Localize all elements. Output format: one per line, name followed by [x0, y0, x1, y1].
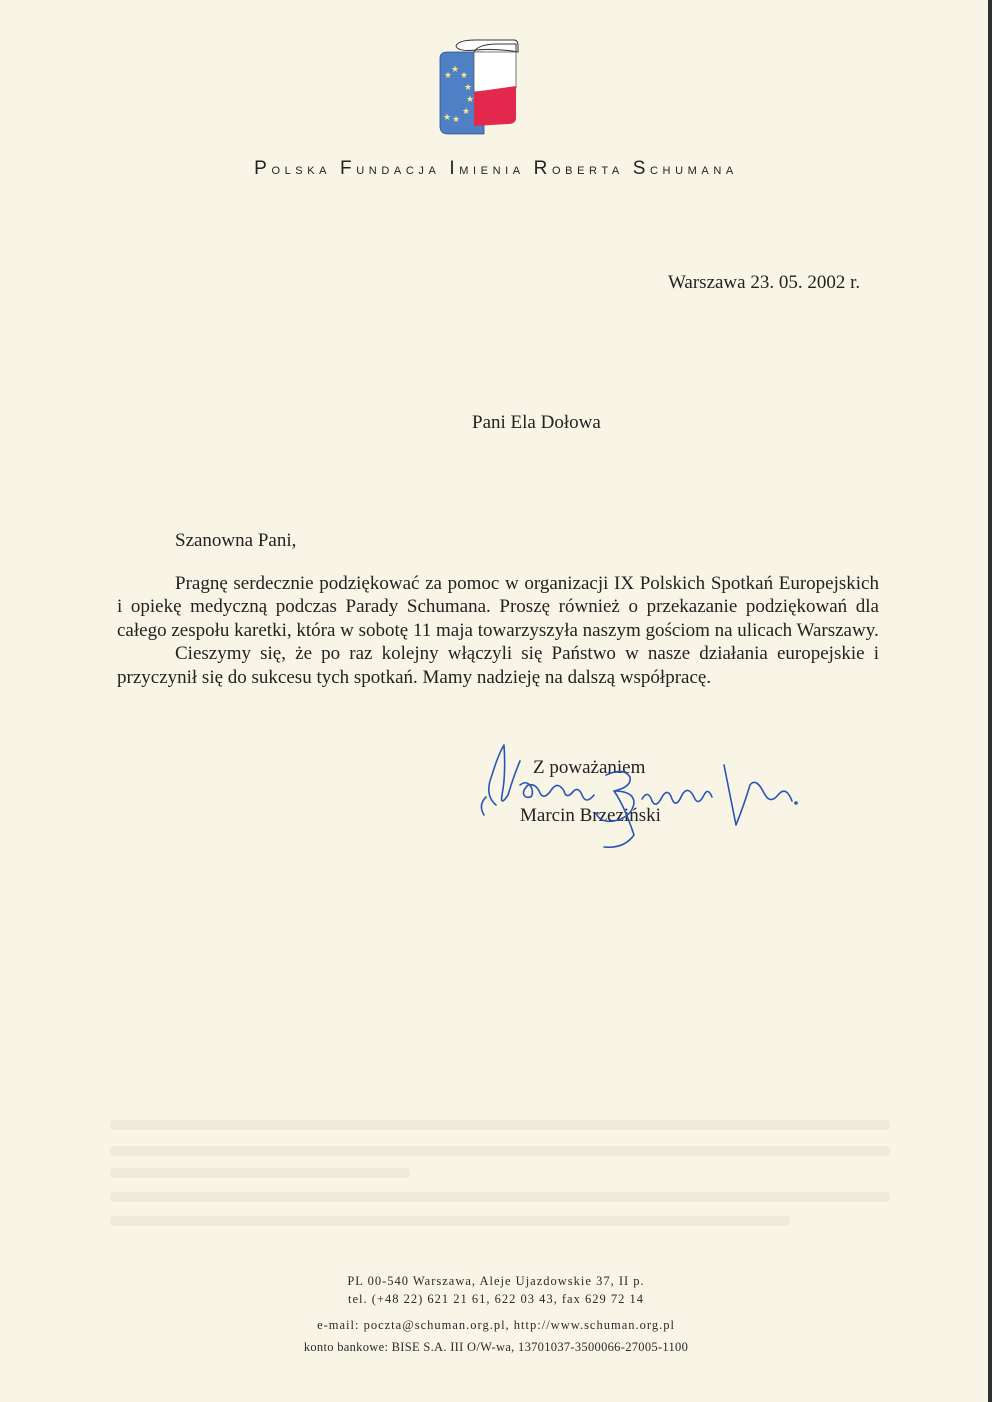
letter-date: Warszawa 23. 05. 2002 r.	[668, 272, 861, 293]
signer-name: Marcin Brzeziński	[520, 805, 661, 826]
org-word-3: Imienia	[449, 158, 525, 179]
recipient-name: Pani Ela Dołowa	[472, 412, 601, 433]
bleed-through	[110, 1216, 790, 1226]
footer-email: e-mail: poczta@schuman.org.pl, http://www.schuman.org.pl	[317, 1318, 675, 1332]
org-word-5: Schumana	[632, 158, 738, 179]
org-word-2: Fundacja	[340, 158, 441, 179]
handwritten-signature	[474, 735, 814, 855]
svg-text:★: ★	[452, 115, 461, 125]
body-paragraph: Pragnę serdecznie podziękować za pomoc w organizacji IX Polskich Spotkań Europejskich i opiekę medyczną podczas Parady Schumana. Proszę również o przekazanie podziękowań dla całego zespołu karetki, która w sobotę 11 maja towarzyszyła naszym gościom na ulicach Warszawy.	[117, 573, 879, 641]
svg-text:★: ★	[451, 65, 460, 75]
org-word-4: Roberta	[533, 158, 624, 179]
svg-text:★: ★	[462, 107, 471, 117]
svg-text:★: ★	[464, 83, 473, 93]
svg-text:★: ★	[444, 71, 453, 81]
scan-edge	[988, 0, 992, 1402]
footer-address: PL 00-540 Warszawa, Aleje Ujazdowskie 37, II p.	[347, 1274, 645, 1288]
footer-phone: tel. (+48 22) 621 21 61, 622 03 43, fax 629 72 14	[348, 1292, 644, 1306]
bleed-through	[110, 1120, 890, 1130]
svg-text:★: ★	[460, 71, 469, 81]
closing-phrase: Z poważaniem	[533, 757, 646, 778]
footer-bank-account: konto bankowe: BISE S.A. III O/W-wa, 13701037-3500066-27005-1100	[303, 1340, 689, 1354]
bleed-through	[110, 1168, 410, 1178]
bleed-through	[110, 1146, 890, 1156]
organization-name	[0, 158, 992, 180]
letter-body	[117, 572, 879, 689]
svg-text:★: ★	[466, 95, 475, 105]
org-word-1: Polska	[254, 158, 332, 179]
foundation-logo	[436, 38, 520, 136]
svg-text:★: ★	[443, 113, 452, 123]
bleed-through	[110, 1192, 890, 1202]
body-paragraph: Cieszymy się, że po raz kolejny włączyli się Państwo w nasze działania europejskie i przyczynił się do sukcesu tych spotkań. Mamy nadzieję na dalszą współpracę.	[117, 643, 879, 688]
salutation: Szanowna Pani,	[175, 530, 297, 551]
